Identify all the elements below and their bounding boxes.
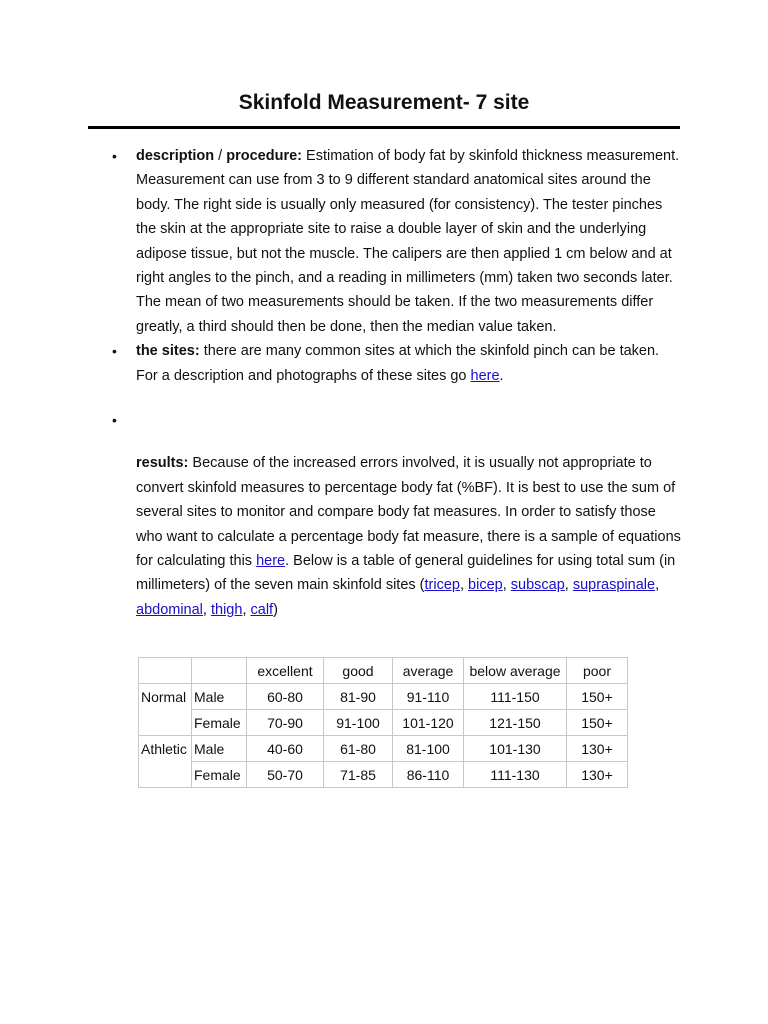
comma: ,: [502, 577, 511, 594]
table-cell: 101-130: [464, 736, 567, 762]
table-cell: 86-110: [393, 762, 464, 788]
site-link-supraspinale[interactable]: supraspinale: [572, 577, 656, 594]
header-excellent: excellent: [247, 658, 324, 684]
skinfold-guidelines-table: [138, 657, 628, 788]
group-spacer: [139, 762, 192, 788]
table-cell: 91-100: [324, 710, 393, 736]
sex-label: Female: [192, 762, 247, 788]
bullet-marker: •: [112, 148, 117, 164]
table-cell: 130+: [567, 736, 628, 762]
header-blank-sex: [192, 658, 247, 684]
table-cell: 50-70: [247, 762, 324, 788]
site-link-abdominal[interactable]: abdominal: [136, 601, 203, 618]
sex-label: Male: [192, 684, 247, 710]
table-cell: 81-90: [324, 684, 393, 710]
bullet-list: [112, 144, 681, 622]
equations-here-link[interactable]: here: [256, 553, 286, 570]
table-cell: 130+: [567, 762, 628, 788]
sites-here-link[interactable]: here: [470, 367, 500, 384]
table-cell: 111-150: [464, 684, 567, 710]
table-cell: 60-80: [247, 684, 324, 710]
table-cell: 91-110: [393, 684, 464, 710]
table-row: [139, 762, 628, 788]
comma: ,: [655, 577, 660, 594]
table-cell: 71-85: [324, 762, 393, 788]
bullet-marker: •: [112, 343, 117, 360]
site-link-thigh[interactable]: thigh: [210, 601, 243, 618]
sites-end: .: [499, 367, 504, 384]
description-text: Estimation of body fat by skinfold thickness measurement. Measurement can use from 3 to 9 different standard anatomical sites around the body. The right side is usually only measured (for consistency). The tester pinches the skin at the appropriate site to raise a double layer of skin and the underlying adipose tissue, but not the muscle. The calipers are then applied 1 cm below and at right angles to the pinch, and a reading in millimeters (mm) taken two seconds later. The mean of two measurements should be taken. If the two measurements differ greatly, a third should then be done, then the median value taken.: [136, 148, 680, 335]
results-text-cont: . Below is a table of general guidelines for using total sum (in millimeters) of the seven main skinfold sites (: [136, 553, 676, 594]
bullet-results: [112, 408, 681, 432]
comma: ,: [564, 577, 573, 594]
results-label: results:: [136, 455, 189, 472]
table-cell: 61-80: [324, 736, 393, 762]
table-cell: 81-100: [393, 736, 464, 762]
bullet-sites: [112, 339, 681, 388]
sites-text: there are many common sites at which the skinfold pinch can be taken. For a description and photographs of these sites go: [136, 343, 660, 384]
sites-label: the sites:: [136, 343, 200, 360]
description-label: description: [136, 148, 215, 164]
table-cell: 40-60: [247, 736, 324, 762]
sex-label: Female: [192, 710, 247, 736]
group-spacer: [139, 710, 192, 736]
results-close: ): [273, 601, 278, 618]
table-cell: 70-90: [247, 710, 324, 736]
table-row: [139, 710, 628, 736]
sex-label: Male: [192, 736, 247, 762]
table-cell: 101-120: [393, 710, 464, 736]
header-poor: poor: [567, 658, 628, 684]
group-label-normal: Normal: [139, 684, 192, 710]
site-link-subscap[interactable]: subscap: [510, 577, 565, 594]
table-cell: 111-130: [464, 762, 567, 788]
comma: ,: [202, 601, 211, 618]
header-average: average: [393, 658, 464, 684]
procedure-label: procedure:: [226, 148, 302, 164]
title-divider: [88, 126, 680, 129]
table-cell: 150+: [567, 710, 628, 736]
table-header-row: [139, 658, 628, 684]
header-below-average: below average: [464, 658, 567, 684]
bullet-description: [112, 144, 681, 339]
table-cell: 121-150: [464, 710, 567, 736]
results-paragraph: [136, 451, 681, 622]
results-text: Because of the increased errors involved, it is usually not appropriate to convert skinfold measures to percentage body fat (%BF). It is best to use the sum of several sites to monitor and compare body fat measures. In order to satisfy those who want to calculate a percentage body fat measure, there is a sample of equations for calculating this: [136, 455, 681, 570]
site-link-tricep[interactable]: tricep: [424, 577, 460, 594]
table-row: [139, 684, 628, 710]
page-title: Skinfold Measurement- 7 site: [238, 91, 530, 114]
label-separator: /: [214, 148, 227, 164]
table-row: [139, 736, 628, 762]
bullet-marker: •: [112, 412, 117, 429]
comma: ,: [459, 577, 469, 594]
site-link-bicep[interactable]: bicep: [468, 577, 503, 594]
table-cell: 150+: [567, 684, 628, 710]
header-blank-group: [139, 658, 192, 684]
comma: ,: [242, 601, 251, 618]
group-label-athletic: Athletic: [139, 736, 192, 762]
header-good: good: [324, 658, 393, 684]
site-link-calf[interactable]: calf: [250, 601, 274, 618]
